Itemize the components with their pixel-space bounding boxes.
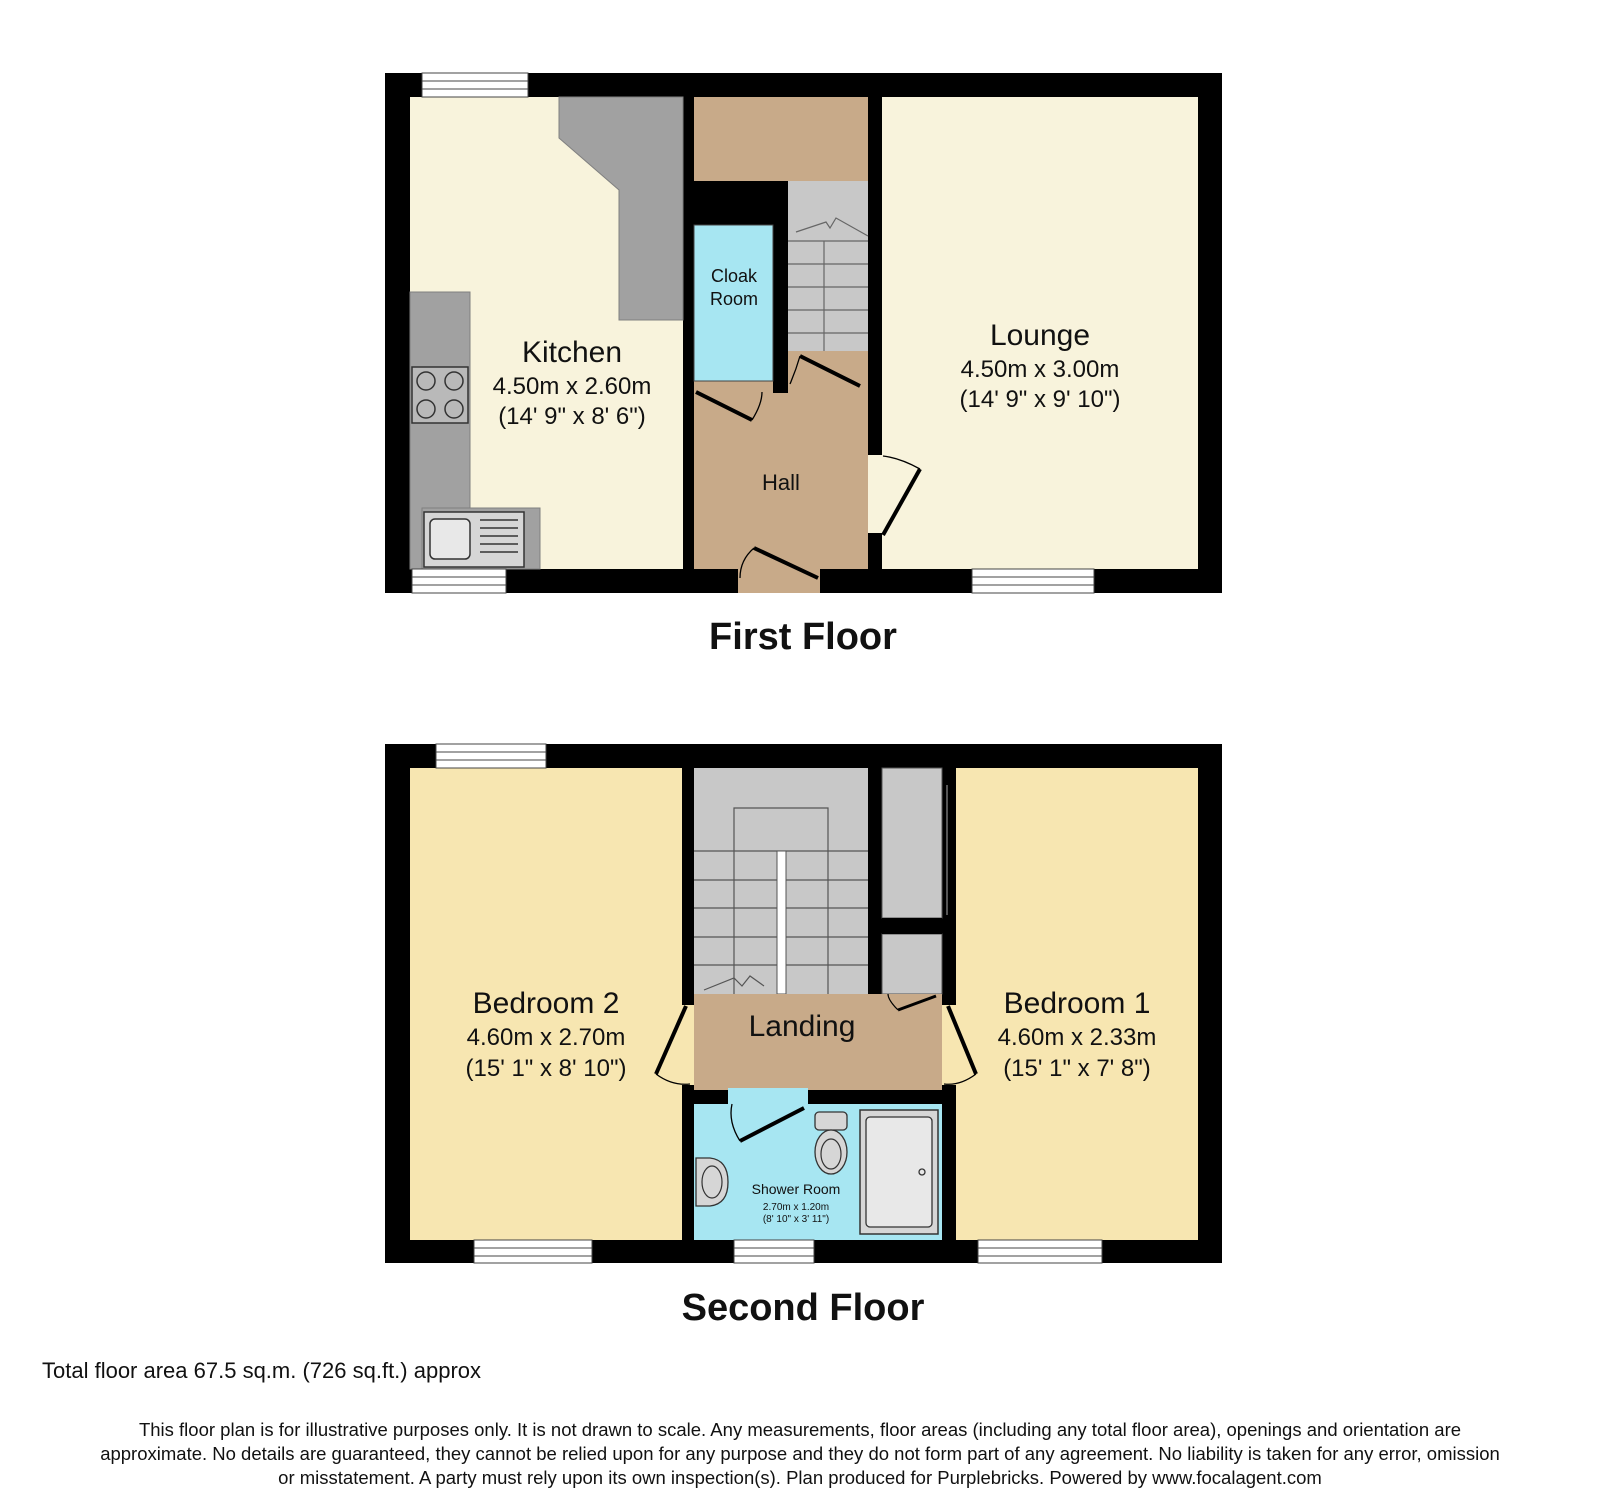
cloak-room-label-2: Room: [709, 289, 759, 309]
kitchen-window-bottom: [412, 569, 506, 593]
toilet-icon: [815, 1112, 847, 1174]
bedroom2-dim-metric: 4.60m x 2.70m: [466, 1024, 626, 1051]
shower-room-dim-metric: 2.70m x 1.20m: [762, 1202, 830, 1213]
cupboard-wall: [882, 918, 942, 934]
kitchen-dim-imperial: (14' 9" x 8' 6"): [498, 403, 646, 430]
bedroom2-dim-imperial: (15' 1" x 8' 10"): [465, 1055, 627, 1082]
stairs-first-floor: [788, 181, 868, 351]
second-floor-plan: [385, 744, 1222, 1329]
cupboard: [882, 934, 942, 994]
bedroom2-window-bottom: [474, 1240, 592, 1263]
shower-tray-icon: [860, 1110, 938, 1234]
lounge-label: Lounge: [989, 319, 1091, 352]
bedroom1-window: [978, 1240, 1102, 1263]
total-floor-area: Total floor area 67.5 sq.m. (726 sq.ft.) approx: [42, 1358, 482, 1383]
shower-room-label: Shower Room: [751, 1181, 841, 1197]
cloak-wall-right: [773, 181, 788, 393]
kitchen-label: Kitchen: [521, 336, 623, 369]
bedroom2-door-opening: [682, 1005, 694, 1085]
disclaimer: [20, 1418, 1580, 1490]
shower-room-window: [734, 1240, 814, 1263]
disclaimer-line-1: This floor plan is for illustrative purposes only. It is not drawn to scale. Any measurements, floor areas (including any total floor area), openings and orientation are: [138, 1419, 1462, 1440]
disclaimer-line-2: approximate. No details are guaranteed, they cannot be relied upon for any purpose and they do not form part of any agreement. No liability is taken for any error, omission: [100, 1443, 1500, 1464]
sink-icon: [424, 512, 524, 567]
landing-label: Landing: [748, 1010, 856, 1043]
bedroom1-dim-imperial: (15' 1" x 7' 8"): [1003, 1055, 1151, 1082]
bedroom1-label: Bedroom 1: [1003, 987, 1151, 1020]
first-floor-title: First Floor: [709, 616, 897, 658]
basin-icon: [696, 1158, 728, 1206]
bedroom2-label: Bedroom 2: [472, 987, 620, 1020]
cloak-room-label-1: Cloak: [710, 266, 758, 286]
kitchen-dim-metric: 4.50m x 2.60m: [492, 373, 652, 400]
lounge-window: [972, 569, 1094, 593]
wardrobe: [882, 768, 942, 918]
hob-icon: [412, 367, 468, 423]
kitchen-window-top: [422, 73, 528, 97]
first-floor-plan: [385, 73, 1222, 658]
lounge-dim-imperial: (14' 9" x 9' 10"): [959, 386, 1121, 413]
hall-upper-area: [694, 97, 868, 181]
hall-label: Hall: [762, 470, 800, 495]
shower-door-opening: [728, 1088, 808, 1106]
stair-banister: [777, 851, 786, 994]
lounge-door-opening: [868, 455, 882, 533]
second-floor-title: Second Floor: [681, 1287, 925, 1329]
shower-room-dim-imperial: (8' 10" x 3' 11"): [762, 1214, 830, 1225]
bedroom2-window-top: [436, 744, 546, 768]
disclaimer-line-3: or misstatement. A party must rely upon its own inspection(s). Plan produced for Purplebricks. Powered by www.focalagent.com: [278, 1467, 1322, 1488]
bedroom1-dim-metric: 4.60m x 2.33m: [997, 1024, 1157, 1051]
lounge-dim-metric: 4.50m x 3.00m: [960, 356, 1120, 383]
